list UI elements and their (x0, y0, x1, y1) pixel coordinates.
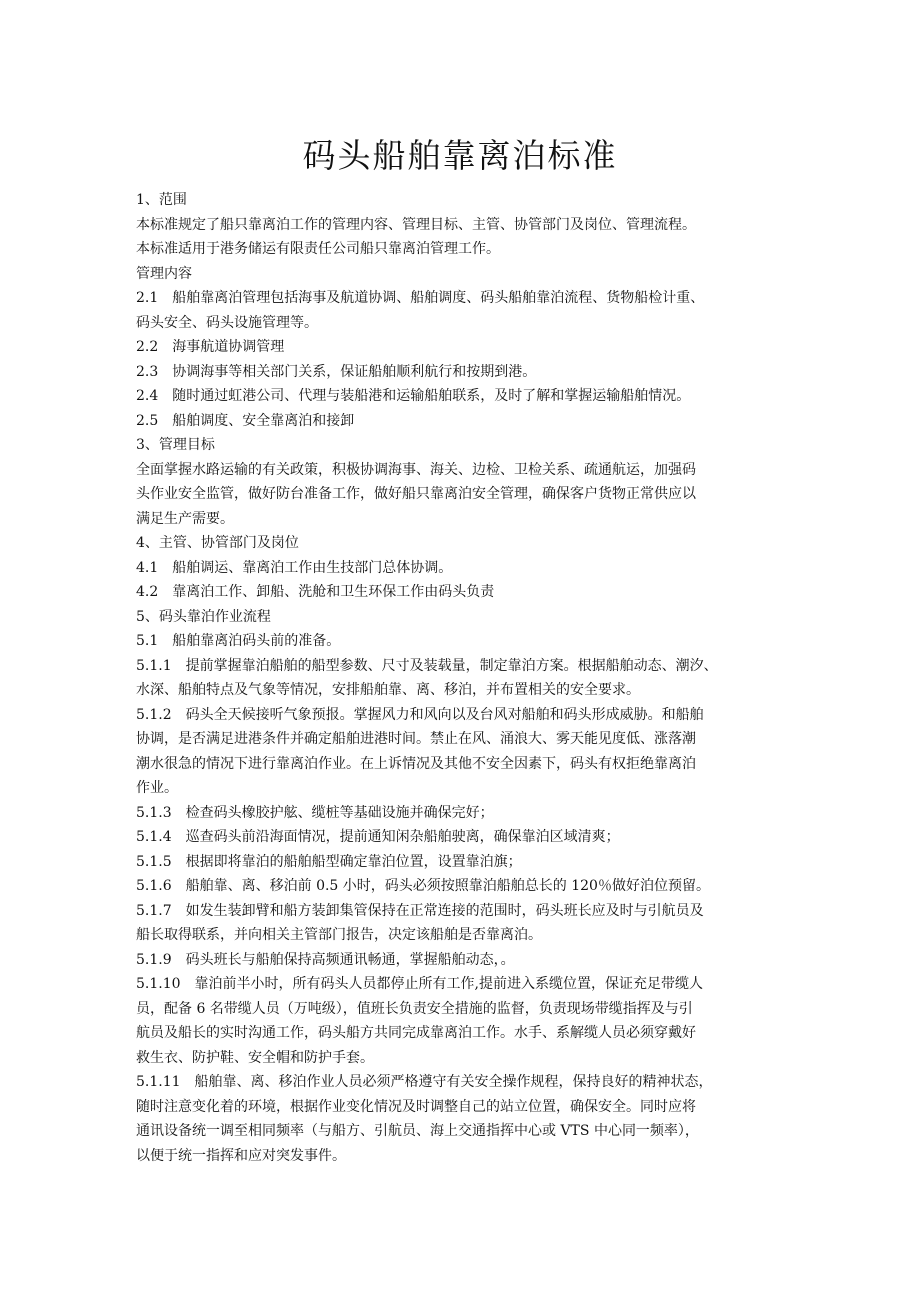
text-line: 本标准规定了船只靠离泊工作的管理内容、管理目标、主管、协管部门及岗位、管理流程。 (136, 216, 696, 233)
text-line: 协调，是否满足进港条件并确定船舶进港时间。禁止在风、涌浪大、雾天能见度低、涨落潮 (136, 731, 696, 747)
text-line: 2.1 船舶靠离泊管理包括海事及航道协调、船舶调度、码头船舶靠泊流程、货物船检计重、 (136, 290, 705, 306)
text-line: 船长取得联系，并向相关主管部门报告，决定该船舶是否靠离泊。 (136, 927, 542, 943)
text-line: 本标准适用于港务储运有限责任公司船只靠离泊管理工作。 (136, 241, 500, 257)
text-line: 水深、船舶特点及气象等情况，安排船舶靠、离、移泊，并布置相关的安全要求。 (136, 682, 640, 698)
text-line: 4、主管、协管部门及岗位 (136, 535, 299, 551)
text-line: 码头安全、码头设施管理等。 (136, 314, 318, 331)
text-line: 2.5 船舶调度、安全靠离泊和接卸 (136, 412, 355, 429)
text-line: 随时注意变化着的环境，根据作业变化情况及时调整自己的站立位置，确保安全。同时应将 (136, 1098, 696, 1115)
text-line: 2.2 海事航道协调管理 (136, 339, 285, 355)
text-line: 航员及船长的实时沟通工作，码头船方共同完成靠离泊工作。水手、系解缆人员必须穿戴好 (136, 1025, 696, 1041)
text-line: 5.1.5 根据即将靠泊的船舶船型确定靠泊位置，设置靠泊旗； (136, 853, 522, 870)
text-line: 救生衣、防护鞋、安全帽和防护手套。 (136, 1049, 374, 1066)
text-line: 全面掌握水路运输的有关政策，积极协调海事、海关、边检、卫检关系、疏通航运，加强码 (136, 461, 696, 478)
text-line: 1、范围 (136, 192, 187, 208)
text-line: 满足生产需要。 (136, 510, 234, 527)
text-line: 4.2 靠离泊工作、卸船、洗舱和卫生环保工作由码头负责 (136, 584, 495, 600)
text-line: 5.1.4 巡查码头前沿海面情况，提前通知闲杂船舶驶离，确保靠泊区域清爽； (136, 829, 620, 845)
document-title: 码头船舶靠离泊标准 (302, 136, 618, 175)
text-line: 5.1.9 码头班长与船舶保持高频通讯畅通，掌握船舶动态，。 (136, 951, 515, 968)
text-line: 5.1.10 靠泊前半小时，所有码头人员都停止所有工作,提前进入系缆位置，保证充足带缆人 (136, 976, 703, 992)
text-line: 潮水很急的情况下进行靠离泊作业。在上诉情况及其他不安全因素下，码头有权拒绝靠离泊 (136, 755, 696, 772)
text-line: 5.1.1 提前掌握靠泊船舶的船型参数、尺寸及装载量，制定靠泊方案。根据船舶动态、潮汐、 (136, 657, 718, 674)
text-line: 管理内容 (136, 265, 192, 282)
document-body (136, 188, 736, 1168)
text-line: 员，配备 6 名带缆人员（万吨级），值班长负责安全措施的监督，负责现场带缆指挥及与引 (136, 1000, 693, 1017)
text-line: 5.1.3 检查码头橡胶护舷、缆桩等基础设施并确保完好； (136, 804, 494, 821)
text-line: 5、码头靠泊作业流程 (136, 608, 271, 625)
text-line: 5.1 船舶靠离泊码头前的准备。 (136, 633, 341, 649)
text-line: 5.1.2 码头全天候接听气象预报。掌握风力和风向以及台风对船舶和码头形成威胁。和船舶 (136, 706, 704, 723)
text-line: 5.1.11 船舶靠、离、移泊作业人员必须严格遵守有关安全操作规程，保持良好的精神状态， (136, 1074, 713, 1090)
text-line: 4.1 船舶调运、靠离泊工作由生技部门总体协调。 (136, 559, 453, 576)
text-line: 以便于统一指挥和应对突发事件。 (136, 1147, 346, 1164)
text-line: 5.1.7 如发生装卸臂和船方装卸集管保持在正常连接的范围时，码头班长应及时与引航员及 (136, 902, 704, 919)
text-line: 5.1.6 船舶靠、离、移泊前 0.5 小时，码头必须按照靠泊船舶总长的 120％做好泊位预留。 (136, 878, 710, 894)
text-line: 通讯设备统一调至相同频率（与船方、引航员、海上交通指挥中心或 VTS 中心同一频率）， (136, 1123, 699, 1139)
text-line: 头作业安全监管，做好防台准备工作，做好船只靠离泊安全管理，确保客户货物正常供应以 (136, 486, 696, 502)
text-line: 2.4 随时通过虹港公司、代理与装船港和运输船舶联系，及时了解和掌握运输船舶情况。 (136, 388, 691, 404)
text-line: 作业。 (136, 780, 178, 796)
text-line: 3、管理目标 (136, 437, 215, 453)
text-line: 2.3 协调海事等相关部门关系，保证船舶顺利航行和按期到港。 (136, 363, 537, 380)
